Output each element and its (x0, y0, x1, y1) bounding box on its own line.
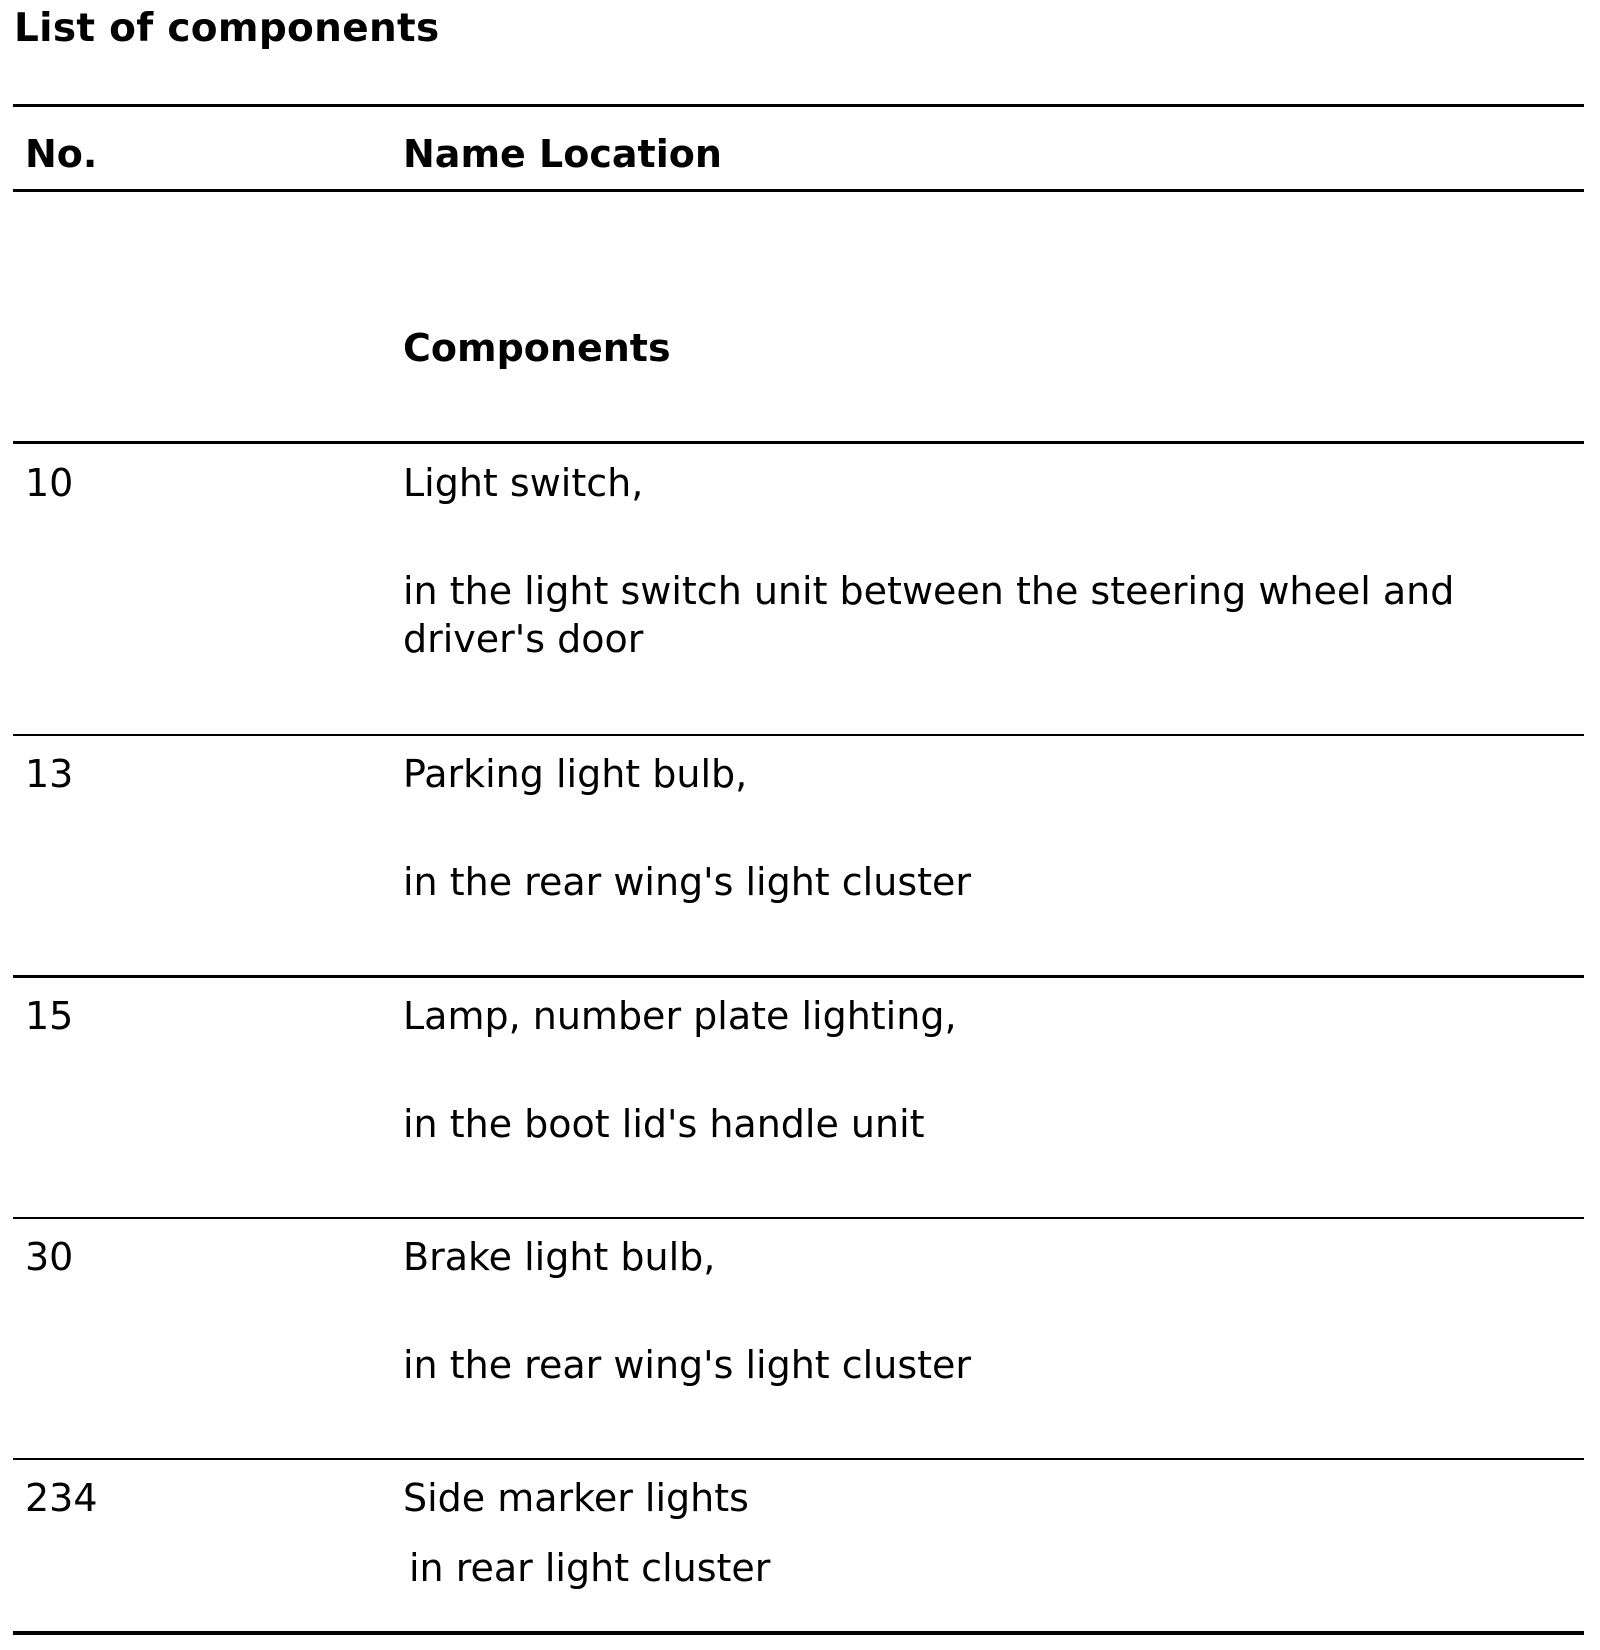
row-divider (13, 975, 1584, 978)
table-bottom-rule (13, 1631, 1584, 1635)
header-name-location: Name Location (403, 132, 722, 176)
row-location: in rear light cluster (409, 1546, 771, 1590)
section-heading: Components (403, 326, 671, 370)
row-location: in the rear wing's light cluster (403, 860, 972, 904)
table-top-rule (13, 104, 1584, 107)
row-divider (13, 1458, 1584, 1460)
row-name: Light switch, (403, 461, 644, 505)
row-location: in the rear wing's light cluster (403, 1343, 972, 1387)
row-number: 10 (25, 461, 74, 505)
row-name: Brake light bulb, (403, 1235, 716, 1279)
row-location: in the boot lid's handle unit (403, 1102, 925, 1146)
row-name: Lamp, number plate lighting, (403, 994, 957, 1038)
row-number: 234 (25, 1476, 98, 1520)
row-number: 15 (25, 994, 74, 1038)
row-name: Parking light bulb, (403, 752, 748, 796)
header-no: No. (25, 132, 98, 176)
page-title: List of components (14, 6, 440, 51)
row-divider (13, 1217, 1584, 1219)
row-number: 30 (25, 1235, 74, 1279)
row-number: 13 (25, 752, 74, 796)
row-divider (13, 441, 1584, 444)
header-bottom-rule (13, 189, 1584, 192)
row-name: Side marker lights (403, 1476, 749, 1520)
row-location: in the light switch unit between the steering wheel and driver's door (403, 569, 1455, 661)
row-divider (13, 734, 1584, 736)
